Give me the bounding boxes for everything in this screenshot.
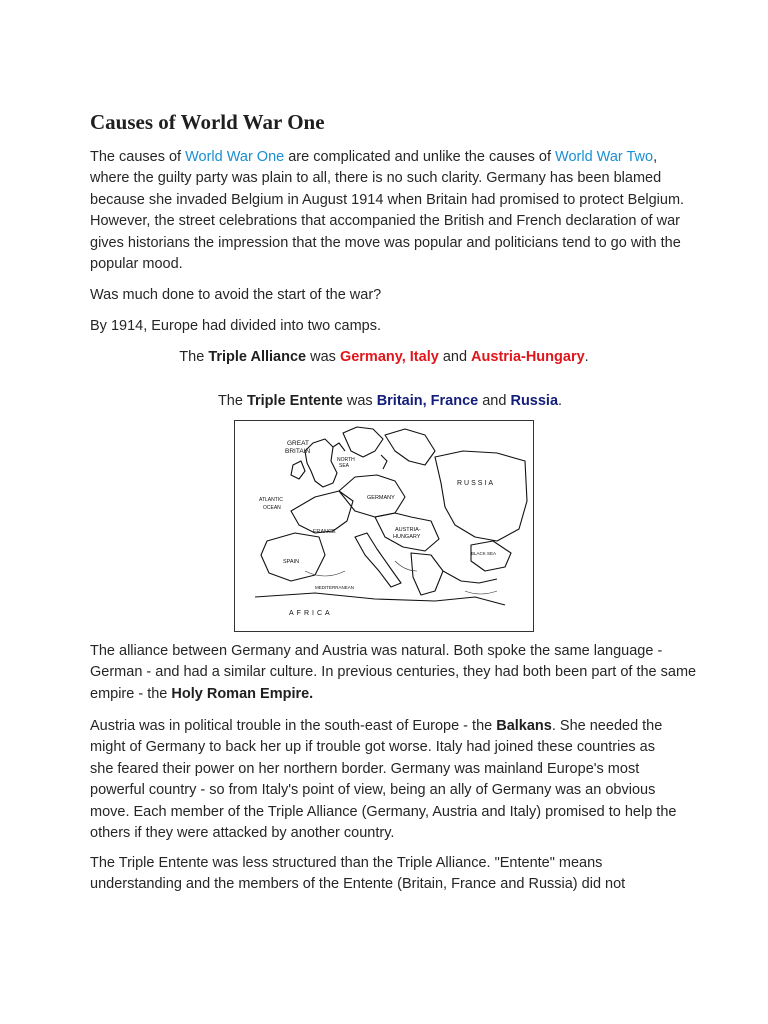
balkans-term: Balkans	[496, 718, 552, 734]
map-label: SEA	[339, 463, 350, 469]
entente-paragraph: The Triple Entente was less structured than the Triple Alliance. "Entente" means understanding and the members of the Entente (Britain, France and Russia) did not	[90, 855, 626, 893]
holy-roman-empire-term: Holy Roman Empire.	[171, 685, 314, 702]
map-label: HUNGARY	[393, 534, 421, 540]
text-run: . She needed the might of Germany to back her up if trouble got worse. Italy had joined these countries as she feared their power on her northern border. Germany was mainland Europe's most powerful country - so from Italy's point of view, being an ally of Germany was an obvious move. Each member of the Triple Alliance (Germany, Austria and Italy) promised to help the others if they were attacked by another country.	[90, 718, 677, 842]
triple-entente-label: Triple Entente	[246, 393, 343, 409]
text-run: The	[217, 393, 247, 409]
text-run: , where the guilty party was plain to all, there is no such clarity. Germany has been blamed because she invaded Belgium in August 1914 when Britain had promised to protect Belgium. However, the street celebrations that accompanied the British and French declaration of war gives historians the impression that the move was popular and politicians tend to go with the popular mood.	[90, 149, 685, 273]
scandinavia-shape	[343, 427, 383, 457]
text-run: and	[438, 349, 472, 365]
alliance-members: Germany, Italy	[339, 349, 439, 365]
map-label: GREAT	[287, 440, 309, 447]
text-run: was	[342, 393, 377, 409]
map-label: BLACK SEA	[471, 551, 497, 556]
map-label: AFRICA	[289, 610, 333, 617]
triple-alliance-label: Triple Alliance	[208, 349, 307, 365]
map-label: RUSSIA	[457, 480, 496, 487]
text-run: The	[179, 349, 209, 365]
intro-paragraph	[90, 147, 690, 275]
alliance-paragraph	[90, 641, 700, 705]
austria-paragraph	[90, 716, 680, 844]
map-label: ATLANTIC	[259, 497, 283, 503]
world-war-one-link[interactable]: World War One	[185, 149, 285, 165]
italy-shape	[355, 533, 401, 587]
text-run: .	[558, 393, 563, 409]
text-run: was	[306, 349, 340, 365]
map-label: SPAIN	[283, 559, 300, 565]
question-paragraph: Was much done to avoid the start of the war?	[90, 287, 382, 303]
great-britain-shape	[305, 439, 337, 487]
triple-alliance-line	[90, 347, 678, 368]
text-run: are complicated and unlike the causes of	[284, 149, 556, 165]
map-label: NORTH	[337, 457, 355, 463]
entente-members: Britain, France	[376, 393, 479, 409]
entente-members: Russia	[510, 393, 559, 409]
russia-shape	[435, 451, 527, 541]
ireland-shape	[291, 461, 305, 479]
map-label: BRITAIN	[285, 448, 311, 455]
black-sea-shape	[471, 541, 511, 571]
africa-coast	[255, 593, 505, 605]
world-war-two-link[interactable]: World War Two	[555, 149, 654, 165]
spain-shape	[261, 533, 325, 581]
text-run: The alliance between Germany and Austria was natural. Both spoke the same language - German - and had a similar culture. In previous centuries, they had both been part of the same empire - the	[90, 643, 697, 702]
map-label: AUSTRIA-	[395, 527, 421, 533]
text-run: and	[478, 393, 511, 409]
triple-entente-line	[96, 391, 684, 412]
text-run: The causes of	[90, 149, 186, 165]
text-run: .	[584, 349, 589, 365]
map-label: GERMANY	[367, 495, 395, 501]
map-label: MEDITERRANEAN	[315, 585, 355, 590]
page-title: Causes of World War One	[90, 110, 325, 134]
europe-map-image	[234, 420, 534, 632]
text-run: Austria was in political trouble in the south-east of Europe - the	[90, 718, 497, 734]
camps-paragraph: By 1914, Europe had divided into two camps.	[90, 318, 381, 334]
alliance-members: Austria-Hungary	[471, 349, 585, 365]
map-label: FRANCE	[313, 529, 336, 535]
map-label: OCEAN	[263, 505, 281, 511]
